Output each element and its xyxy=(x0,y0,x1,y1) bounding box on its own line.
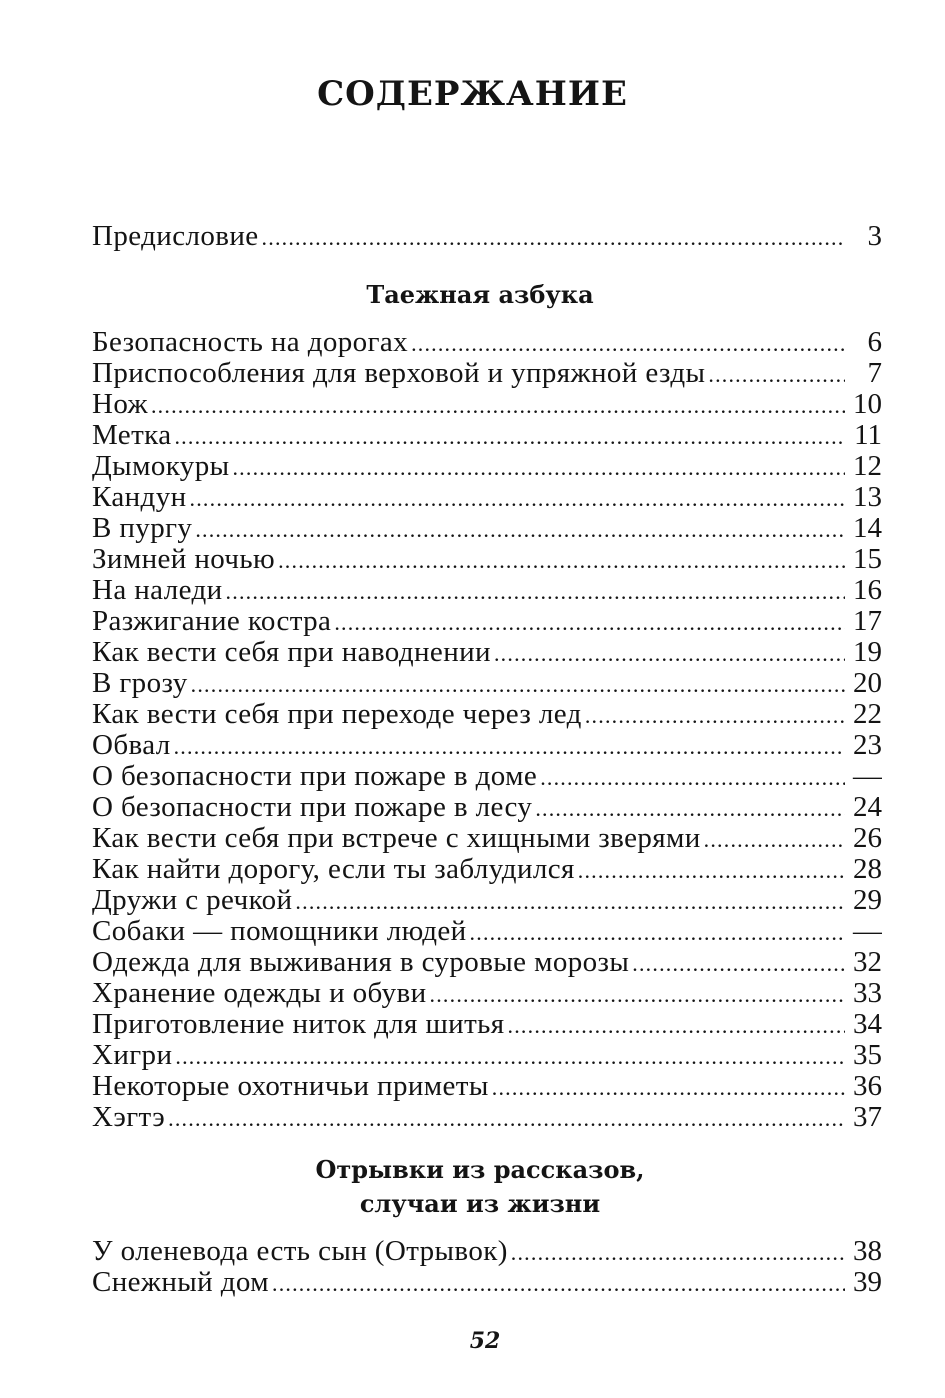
toc-entry-title: Хранение одежды и обуви xyxy=(92,978,427,1009)
toc-entry-page: 6 xyxy=(867,327,882,358)
toc-entry-page: 24 xyxy=(853,792,882,823)
section-heading-stories-line2: случаи из жизни xyxy=(359,1189,601,1218)
dot-leader xyxy=(232,452,845,482)
toc-entry-page: 26 xyxy=(853,823,882,854)
toc-entry-page: 20 xyxy=(853,668,882,699)
toc-entry-title: Собаки — помощники людей xyxy=(92,916,467,947)
toc-entry-page: 22 xyxy=(853,699,882,730)
toc-entry xyxy=(92,637,882,668)
toc-entry xyxy=(92,1040,882,1071)
toc-entry-page: 12 xyxy=(853,451,882,482)
toc-entry-title: Хигри xyxy=(92,1040,173,1071)
toc-entry xyxy=(92,916,882,947)
dot-leader xyxy=(585,700,845,730)
dot-leader xyxy=(226,576,845,606)
toc-entry xyxy=(92,544,882,575)
dot-leader xyxy=(535,793,845,823)
toc-entry xyxy=(92,451,882,482)
toc-entry xyxy=(92,327,882,358)
toc-entry-page: 34 xyxy=(853,1009,882,1040)
toc-entry-title: Хэгтэ xyxy=(92,1102,166,1133)
toc-entry xyxy=(92,389,882,420)
toc-entry xyxy=(92,358,882,389)
dot-leader xyxy=(174,731,845,761)
dot-leader xyxy=(175,1041,845,1071)
page-title: СОДЕРЖАНИЕ xyxy=(317,74,628,114)
dot-leader xyxy=(195,514,845,544)
section-heading-stories-line1: Отрывки из рассказов, xyxy=(315,1155,645,1184)
toc-entry-title: Предисловие xyxy=(92,221,259,252)
toc-entry-title: Дымокуры xyxy=(92,451,230,482)
toc-entry xyxy=(92,978,882,1009)
toc-entry-page: 15 xyxy=(853,544,882,575)
toc-entry xyxy=(92,947,882,978)
toc-entry xyxy=(92,668,882,699)
toc-entry-title: В пургу xyxy=(92,513,193,544)
toc-entry-title: Как вести себя при переходе через лед xyxy=(92,699,582,730)
dot-leader xyxy=(540,762,845,792)
toc-entry xyxy=(92,761,882,792)
dot-leader xyxy=(511,1237,845,1267)
toc-entry-page: 13 xyxy=(853,482,882,513)
toc-entry-title: Как найти дорогу, если ты заблудился xyxy=(92,854,575,885)
toc-entry xyxy=(92,1009,882,1040)
toc-entry-page: 39 xyxy=(853,1267,882,1298)
toc-entry-page: 29 xyxy=(853,885,882,916)
toc-entry-preface xyxy=(92,221,882,252)
dot-leader xyxy=(492,1072,845,1102)
toc-entry-title: Разжигание костра xyxy=(92,606,332,637)
dot-leader xyxy=(494,638,845,668)
dot-leader xyxy=(411,328,845,358)
toc-entry xyxy=(92,513,882,544)
dot-leader xyxy=(191,669,845,699)
toc-entry xyxy=(92,730,882,761)
toc-entry-title: Некоторые охотничьи приметы xyxy=(92,1071,489,1102)
toc-entry-title: Безопасность на дорогах xyxy=(92,327,409,358)
toc-entry-title: Приготовление ниток для шитья xyxy=(92,1009,505,1040)
toc-entry-title: Одежда для выживания в суровые морозы xyxy=(92,947,630,978)
dot-leader xyxy=(174,421,845,451)
toc-entry-title: Зимней ночью xyxy=(92,544,276,575)
dot-leader xyxy=(470,917,845,947)
toc-entry-title: О безопасности при пожаре в доме xyxy=(92,761,538,792)
toc-entry-page: 33 xyxy=(853,978,882,1009)
toc-entry-title: Нож xyxy=(92,389,148,420)
toc-entry-title: Метка xyxy=(92,420,172,451)
toc-entry-page: 36 xyxy=(853,1071,882,1102)
dot-leader xyxy=(430,979,845,1009)
toc-entry-title: О безопасности при пожаре в лесу xyxy=(92,792,533,823)
dot-leader xyxy=(151,390,845,420)
toc-entry-page: 7 xyxy=(867,358,882,389)
toc-entry-page: 32 xyxy=(853,947,882,978)
dot-leader xyxy=(632,948,845,978)
toc-entry-title: У оленевода есть сын (Отрывок) xyxy=(92,1236,508,1267)
toc-entry-title: Приспособления для верховой и упряжной езды xyxy=(92,358,706,389)
toc-entry xyxy=(92,420,882,451)
dot-leader xyxy=(190,483,845,513)
dot-leader xyxy=(334,607,845,637)
dot-leader xyxy=(262,222,845,252)
toc-entry-page: 37 xyxy=(853,1102,882,1133)
toc-entry-page: 17 xyxy=(853,606,882,637)
toc-entry-page: 11 xyxy=(854,420,882,451)
toc-entry-page: — xyxy=(853,916,882,947)
dot-leader xyxy=(704,824,845,854)
toc-entry xyxy=(92,482,882,513)
toc-entry-page: 35 xyxy=(853,1040,882,1071)
dot-leader xyxy=(168,1103,845,1133)
section-heading-taiga-alphabet: Таежная азбука xyxy=(366,280,594,309)
dot-leader xyxy=(278,545,845,575)
page-number: 52 xyxy=(469,1328,501,1354)
toc-entry xyxy=(92,1102,882,1133)
toc-entry xyxy=(92,1071,882,1102)
toc-entry-title: Дружи с речкой xyxy=(92,885,293,916)
toc-entry xyxy=(92,1236,882,1267)
toc-entry-title: В грозу xyxy=(92,668,188,699)
toc-entry xyxy=(92,854,882,885)
dot-leader xyxy=(708,359,845,389)
toc-entry-title: На наледи xyxy=(92,575,223,606)
toc-entry-page: 38 xyxy=(853,1236,882,1267)
toc-entry xyxy=(92,606,882,637)
toc-entry xyxy=(92,1267,882,1298)
toc-entry xyxy=(92,792,882,823)
toc-entry xyxy=(92,885,882,916)
dot-leader xyxy=(295,886,845,916)
toc-entry xyxy=(92,823,882,854)
toc-entry-page: — xyxy=(853,761,882,792)
toc-entry-title: Как вести себя при встрече с хищными зверями xyxy=(92,823,701,854)
dot-leader xyxy=(578,855,845,885)
dot-leader xyxy=(272,1268,845,1298)
toc-entry-page: 19 xyxy=(853,637,882,668)
dot-leader xyxy=(508,1010,845,1040)
toc-entry-page: 23 xyxy=(853,730,882,761)
toc-entry-page: 10 xyxy=(853,389,882,420)
toc-entry-page: 28 xyxy=(853,854,882,885)
toc-entry-page: 16 xyxy=(853,575,882,606)
toc-entry-title: Кандун xyxy=(92,482,187,513)
toc-entry-page: 14 xyxy=(853,513,882,544)
toc-entry-title: Как вести себя при наводнении xyxy=(92,637,491,668)
toc-entry-title: Обвал xyxy=(92,730,171,761)
toc-entry-title: Снежный дом xyxy=(92,1267,269,1298)
toc-entry xyxy=(92,699,882,730)
toc-entry xyxy=(92,575,882,606)
toc-entry-page: 3 xyxy=(867,221,882,252)
